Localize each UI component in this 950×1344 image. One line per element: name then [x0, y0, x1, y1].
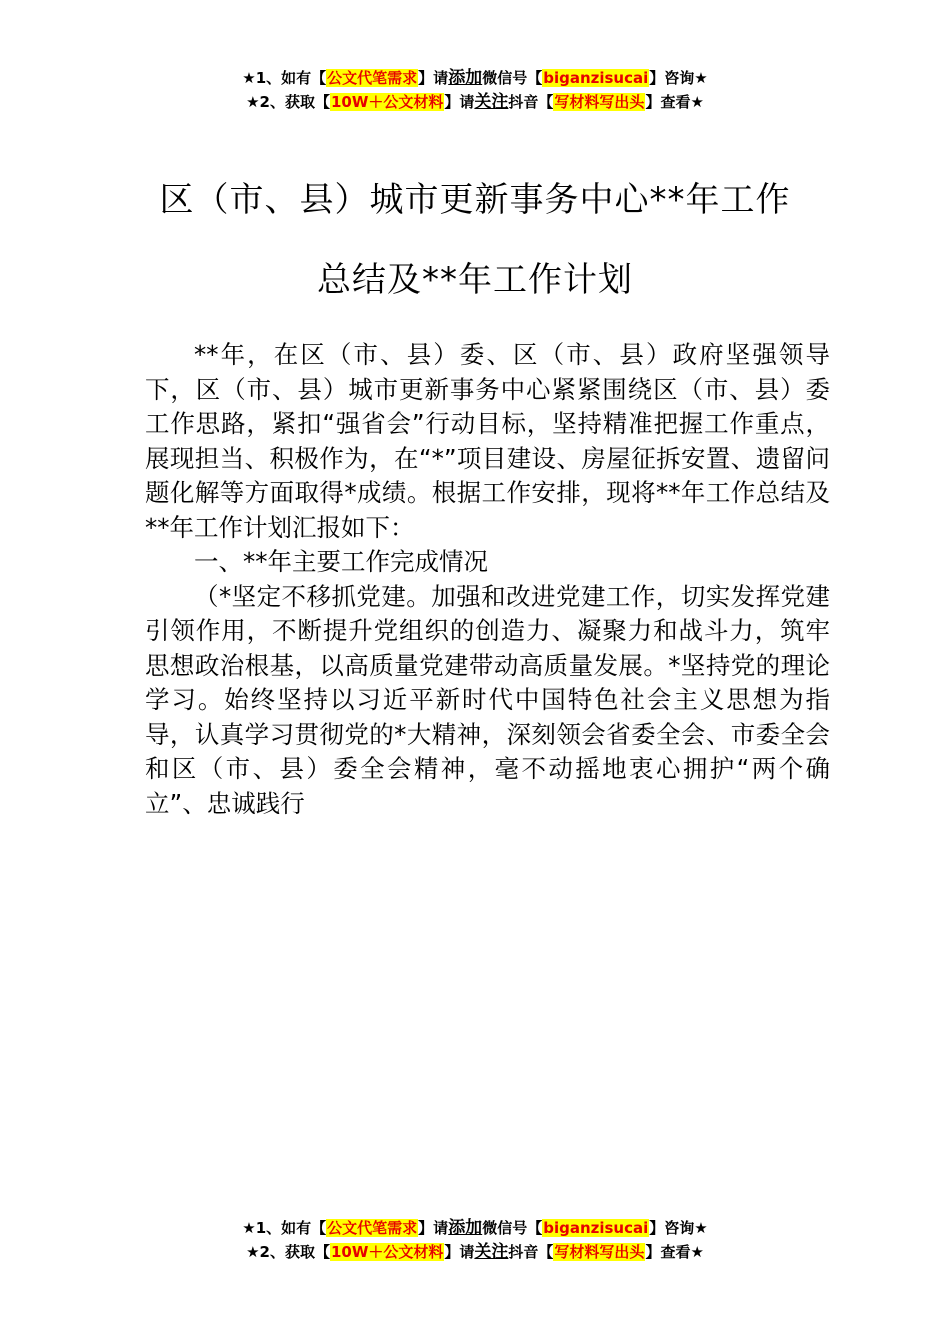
star-icon: ★: [694, 1219, 708, 1237]
star-icon: ★: [246, 93, 260, 111]
star-icon: ★: [242, 69, 256, 87]
star-icon: ★: [242, 1219, 256, 1237]
highlight-douyin-account: 写材料写出头: [554, 1243, 645, 1261]
body-paragraph: （*坚定不移抓党建。加强和改进党建工作，切实发挥党建引领作用，不断提升党组织的创造力、凝聚力和战斗力，筑牢思想政治根基，以高质量党建带动高质量发展。*坚持党的理论学习。始终坚持以习近平新时代中国特色社会主义思想为指导，认真学习贯彻党的*大精神，深刻领会省委全会、市委全会和区（市、县）委全会精神，毫不动摇地衷心拥护“两个确立”、忠诚践行: [145, 581, 830, 818]
highlight-wechat-id: biganzisucai: [543, 69, 649, 87]
banner-line-2: ★2、获取【10W＋公文材料】请关注抖音【写材料写出头】查看★: [246, 1242, 704, 1262]
banner-line-1: ★1、如有【公文代笔需求】请添加微信号【biganzisucai】咨询★: [242, 1218, 708, 1238]
highlight-service: 公文代笔需求: [327, 1219, 418, 1237]
banner-line-2: ★2、获取【10W＋公文材料】请关注抖音【写材料写出头】查看★: [246, 92, 704, 112]
star-icon: ★: [690, 93, 704, 111]
section-heading: 一、**年主要工作完成情况: [194, 547, 488, 576]
intro-paragraph: **年，在区（市、县）委、区（市、县）政府坚强领导下，区（市、县）城市更新事务中心紧紧围绕区（市、县）委工作思路，紧扣“强省会”行动目标，坚持精准把握工作重点，展现担当、积极作为，在“*”项目建设、房屋征拆安置、遗留问题化解等方面取得*成绩。根据工作安排，现将**年工作总结及**年工作计划汇报如下：: [145, 340, 830, 542]
star-icon: ★: [690, 1243, 704, 1261]
document-body: [145, 338, 830, 821]
star-icon: ★: [246, 1243, 260, 1261]
banner-line-1: ★1、如有【公文代笔需求】请添加微信号【biganzisucai】咨询★: [242, 68, 708, 88]
star-icon: ★: [694, 69, 708, 87]
highlight-materials: 10W＋公文材料: [330, 1243, 444, 1261]
highlight-wechat-id: biganzisucai: [543, 1219, 649, 1237]
footer-banner: [0, 1216, 950, 1264]
highlight-materials: 10W＋公文材料: [330, 93, 444, 111]
title-line-2: 总结及**年工作计划: [317, 260, 633, 300]
highlight-service: 公文代笔需求: [327, 69, 418, 87]
header-banner: [0, 66, 950, 114]
document-title: [0, 160, 950, 320]
title-line-1: 区（市、县）城市更新事务中心**年工作: [159, 180, 791, 220]
highlight-douyin-account: 写材料写出头: [554, 93, 645, 111]
